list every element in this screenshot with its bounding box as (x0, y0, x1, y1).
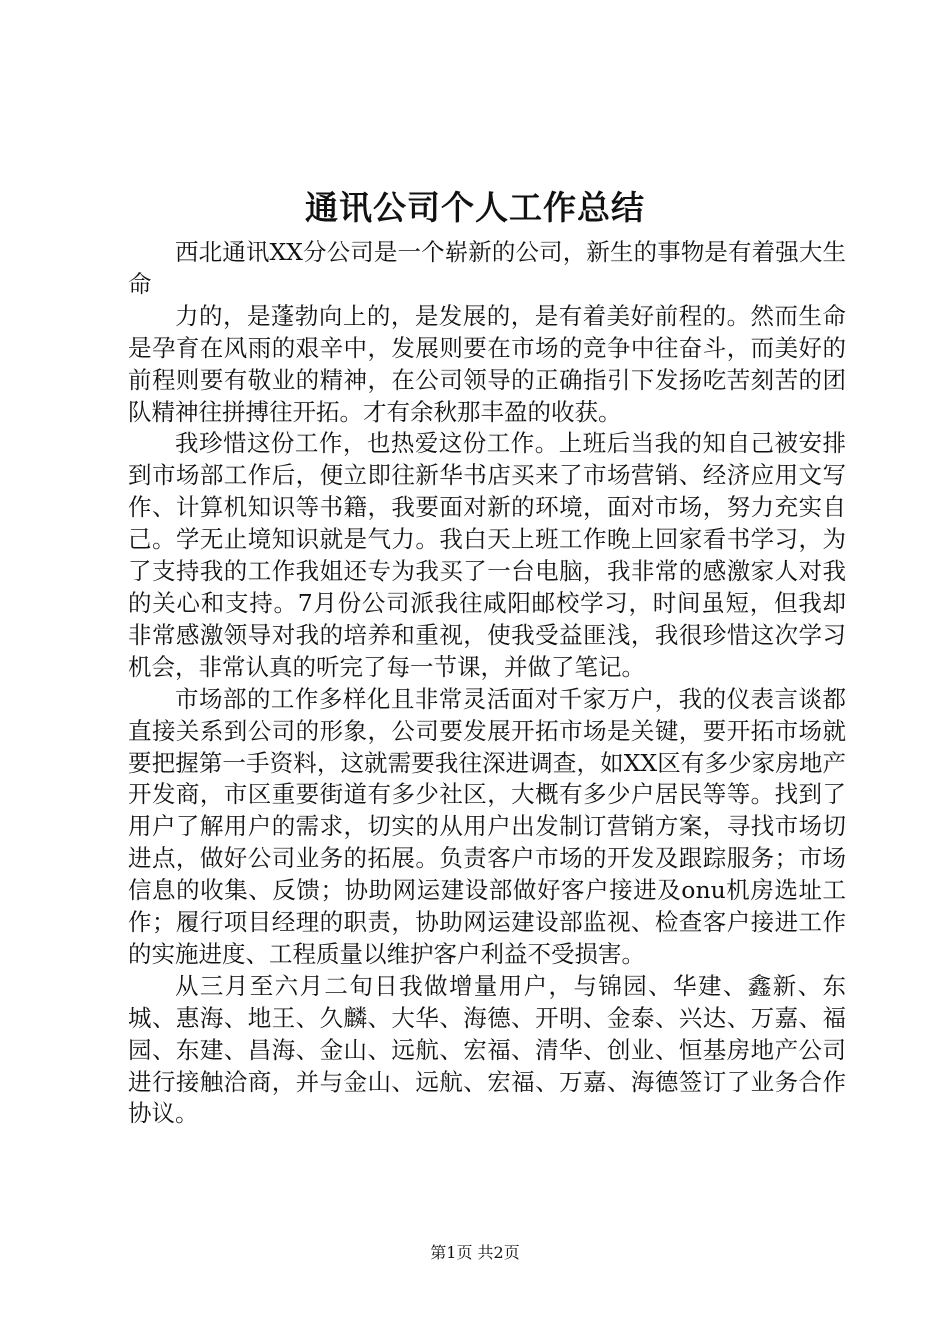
document-body (128, 237, 846, 1130)
paragraph: 我珍惜这份工作，也热爱这份工作。上班后当我的知自己被安排到市场部工作后，便立即往新华书店买来了市场营销、经济应用文写作、计算机知识等书籍，我要面对新的环境，面对市场，努力充实自己。学无止境知识就是气力。我白天上班工作晚上回家看书学习，为了支持我的工作我姐还专为我买了一台电脑，我非常的感激家人对我的关心和支持。7月份公司派我往咸阳邮校学习，时间虽短，但我却非常感激领导对我的培养和重视，使我受益匪浅，我很珍惜这次学习机会，非常认真的听完了每一节课，并做了笔记。 (128, 429, 846, 681)
page-number-footer: 第1页 共2页 (430, 1243, 520, 1262)
paragraph: 西北通讯XX分公司是一个崭新的公司，新生的事物是有着强大生命 (128, 238, 846, 298)
paragraph: 从三月至六月二旬日我做增量用户，与锦园、华建、鑫新、东城、惠海、地王、久麟、大华、海德、开明、金泰、兴达、万嘉、福园、东建、昌海、金山、远航、宏福、清华、创业、恒基房地产公司进行接触洽商，并与金山、远航、宏福、万嘉、海德签订了业务合作协议。 (128, 971, 846, 1128)
paragraph: 市场部的工作多样化且非常灵活面对千家万户，我的仪表言谈都直接关系到公司的形象，公司要发展开拓市场是关键，要开拓市场就要把握第一手资料，这就需要我往深进调查，如XX区有多少家房地产开发商，市区重要街道有多少社区，大概有多少户居民等等。找到了用户了解用户的需求，切实的从用户出发制订营销方案，寻找市场切进点，做好公司业务的拓展。负责客户市场的开发及跟踪服务；市场信息的收集、反馈；协助网运建设部做好客户接进及onu机房选址工作；履行项目经理的职责，协助网运建设部监视、检查客户接进工作的实施进度、工程质量以维护客户利益不受损害。 (128, 684, 846, 968)
document-title: 通讯公司个人工作总结 (305, 188, 645, 227)
paragraph: 力的，是蓬勃向上的，是发展的，是有着美好前程的。然而生命是孕育在风雨的艰辛中，发展则要在市场的竞争中往奋斗，而美好的前程则要有敬业的精神，在公司领导的正确指引下发扬吃苦刻苦的团队精神往拼搏往开拓。才有余秋那丰盈的收获。 (128, 301, 846, 426)
